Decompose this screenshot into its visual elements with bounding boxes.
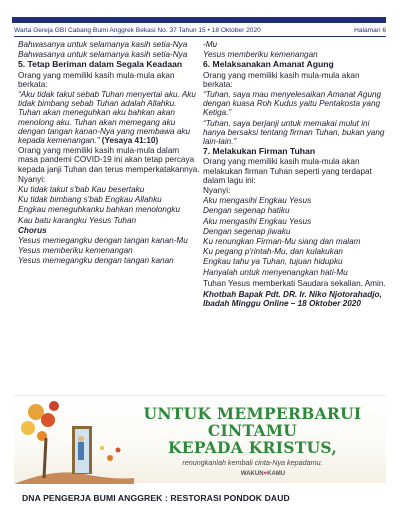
banner-headline-line-3: KEPADA KRISTUS, <box>167 438 338 457</box>
logo-text-b: KAMU <box>267 471 286 477</box>
song-line: Ku tidak takut s'bab Kau besertaku <box>18 185 145 195</box>
leaf-cluster <box>49 401 59 411</box>
sermon-signature: Khotbah Bapak Pdt. DR. Ir. Niko Njotorahadjo, Ibadah Minggu Online – 18 Oktober 2020 <box>203 290 382 309</box>
song-line: Hanyalah untuk menyenangkan hati-Mu <box>203 267 348 277</box>
quote-text: “Tuhan, saya mau menyelesaikan Amanat Agung dengan kuasa Roh Kudus yaitu Pentakosta yang Ketiga.” <box>203 90 382 118</box>
nyanyi-label: Nyanyi: <box>18 174 46 184</box>
header-rule <box>14 36 386 37</box>
logo-text-a: WAKUN <box>240 471 264 477</box>
page-header <box>14 27 386 34</box>
song-line: Kau batu karangku Yesus Tuhan <box>18 215 137 225</box>
figure-shape <box>78 442 84 460</box>
paragraph: Orang yang memiliki kasih mula-mula akan berkata: <box>18 70 175 89</box>
song-line: Ku pegang p'rintah-Mu, dan kulakukan <box>203 247 343 257</box>
closing-blessing: Tuhan Yesus memberkati Saudara sekalian. Amin. <box>203 278 386 288</box>
section-heading-6: 6. Melaksanakan Amanat Agung <box>203 59 334 70</box>
song-line: Bahwasanya untuk selamanya kasih setia-Nya <box>18 50 188 60</box>
leaf <box>100 446 104 450</box>
section-heading-7: 7. Melakukan Firman Tuhan <box>203 146 316 157</box>
paragraph: Orang yang memiliki kasih mula-mula dalam masa pandemi COVID-19 ini akan tetap percaya kepada janji Tuhan dan terus memperkatakannya. <box>18 146 200 174</box>
paragraph: Orang yang memiliki kasih mula-mula akan berkata: <box>203 70 360 89</box>
header-publication: Warta Gereja GBI Cabang Bumi Anggrek Bekasi No. 37 Tahun 15 • 18 Oktober 2020 <box>14 27 261 34</box>
scripture-reference: (Yesaya 41:10) <box>101 136 159 146</box>
quote-text: “Aku tidak takut sebab Tuhan menyertai aku. Aku tidak bimbang sebab Tuhan adalah Allahku. Tuhan akan meneguhkan aku bahkan akan menolong aku. Tuhan akan memegang aku dengan tangan kanan-Nya yang membawa aku kepada kemenangan.” <box>18 90 196 146</box>
song-line: Bahwasanya untuk selamanya kasih setia-Nya <box>18 40 188 49</box>
leaf-cluster <box>21 421 35 435</box>
chorus-label: Chorus <box>18 225 47 235</box>
right-column <box>203 40 386 309</box>
banner-logo <box>218 471 308 477</box>
heart-icon: ♥ <box>263 471 268 477</box>
song-line: -Mu <box>203 40 218 49</box>
banner-headline-line-1: UNTUK MEMPERBARUI <box>143 404 362 423</box>
figure-head <box>78 436 84 442</box>
left-column <box>18 40 201 267</box>
song-line: Dengan segenap jiwaku <box>203 226 291 236</box>
leaf <box>116 448 121 453</box>
song-line: Aku mengasihi Engkau Yesus <box>203 216 312 226</box>
song-line: Aku mengasihi Engkau Yesus <box>203 196 312 206</box>
leaf <box>107 455 113 461</box>
song-line: Dengan segenap hatiku <box>203 206 290 216</box>
section-heading-5: 5. Tetap Beriman dalam Segala Keadaan <box>18 59 183 70</box>
header-page-number: Halaman 6 <box>354 27 386 34</box>
ground-shape <box>14 472 134 484</box>
autumn-tree-illustration <box>14 398 134 484</box>
leaf-cluster <box>41 413 55 427</box>
song-line: Engkau meneguhkanku bahkan menolongku <box>18 205 181 215</box>
page-footer: DNA PENGERJA BUMI ANGGREK : RESTORASI PONDOK DAUD <box>22 493 290 503</box>
quote-text: “Tuhan, saya berjanji untuk memakai mulut ini hanya bersaksi tentang firman Tuhan, bukan yang lain-lain.” <box>203 118 385 147</box>
song-line: Yesus memberiku kemenangan <box>203 50 318 60</box>
song-line: Yesus memberiku kemenangan <box>18 246 133 256</box>
top-color-bar <box>12 17 386 23</box>
tree-trunk <box>44 438 46 478</box>
nyanyi-label: Nyanyi: <box>203 186 231 196</box>
banner-subtitle: renungkanlah kembali cinta-Nya kepadamu. <box>182 458 323 467</box>
song-line: Yesus memegangku dengan tangan kanan-Mu <box>18 236 188 246</box>
song-line: Engkau tahu ya Tuhan, tujuan hidupku <box>203 257 343 267</box>
song-line: Ku tidak bimbang s'bab Engkau Allahku <box>18 195 162 205</box>
quote-paragraph <box>18 90 201 145</box>
song-line: Ku renungkan Firman-Mu siang dan malam <box>203 237 361 247</box>
paragraph: Orang yang memiliki kasih mula-mula akan melakukan firman Tuhan seperti yang terdapat dalam lagu ini: <box>203 157 372 185</box>
song-line: Yesus memegangku dengan tangan kanan <box>18 256 174 266</box>
banner-headline-line-2: CINTAMU <box>207 421 298 440</box>
